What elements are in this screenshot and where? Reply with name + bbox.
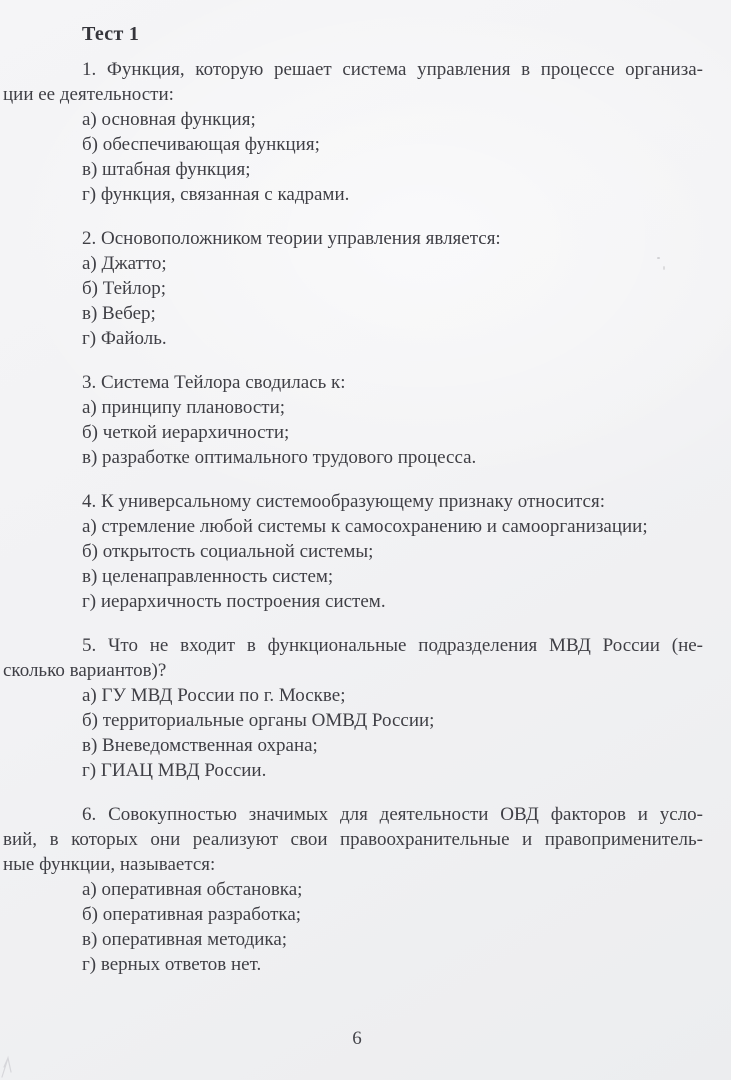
answer-option-a: а) Джатто; (82, 253, 167, 274)
answer-option-a: а) принципу плановости; (82, 397, 286, 418)
question-text-line: 5. Что не входит в функциональные подразделения МВД России (не- (82, 635, 703, 656)
question-3 (3, 370, 703, 470)
answer-option-v: в) штабная функция; (82, 159, 251, 180)
answer-option-a: а) ГУ МВД России по г. Москве; (82, 685, 346, 706)
page-number: 6 (352, 1028, 362, 1049)
answer-option-a: а) основная функция; (82, 109, 256, 130)
question-5 (3, 633, 703, 783)
answer-option-a: а) стремление любой системы к самосохранению и самоорганизации; (82, 516, 648, 537)
ink-speck (657, 257, 660, 259)
answer-option-b: б) Тейлор; (82, 278, 166, 299)
answer-option-b: б) открытость социальной системы; (82, 541, 374, 562)
answer-option-a: а) оперативная обстановка; (82, 879, 303, 900)
answer-option-v: в) Вневедомственная охрана; (82, 735, 318, 756)
question-text-line: 4. К универсальному системообразующему признаку относится: (82, 491, 606, 512)
answer-option-g: г) ГИАЦ МВД России. (82, 760, 267, 781)
question-text-line: ции ее деятельности: (3, 84, 174, 105)
question-text-line: 6. Совокупностью значимых для деятельности ОВД факторов и усло- (82, 804, 703, 825)
question-text-line: сколько вариантов)? (3, 660, 167, 681)
answer-option-b: б) обеспечивающая функция; (82, 134, 320, 155)
question-text-line: 2. Основоположником теории управления является: (82, 228, 501, 249)
answer-option-v: в) Вебер; (82, 303, 156, 324)
answer-option-v: в) разработке оптимального трудового процесса. (82, 447, 477, 468)
question-2 (3, 226, 703, 351)
answer-option-v: в) целенаправленность систем; (82, 566, 334, 587)
question-text-line: вий, в которых они реализуют свои правоохранительные и правоприменитель- (3, 829, 703, 850)
answer-option-g: г) функция, связанная с кадрами. (82, 184, 350, 205)
pencil-mark (1, 1055, 19, 1079)
answer-option-b: б) четкой иерархичности; (82, 422, 290, 443)
answer-option-g: г) Файоль. (82, 328, 167, 349)
answer-option-g: г) иерархичность построения систем. (82, 591, 386, 612)
answer-option-b: б) оперативная разработка; (82, 904, 302, 925)
answer-option-v: в) оперативная методика; (82, 929, 288, 950)
ink-speck (663, 266, 665, 270)
question-1 (3, 57, 703, 207)
answer-option-b: б) территориальные органы ОМВД России; (82, 710, 435, 731)
question-4 (3, 489, 703, 614)
question-text-line: 1. Функция, которую решает система управления в процессе организа- (82, 59, 703, 80)
test-title: Тест 1 (82, 23, 140, 45)
question-text-line: 3. Система Тейлора сводилась к: (82, 372, 346, 393)
question-6 (3, 802, 703, 977)
answer-option-g: г) верных ответов нет. (82, 954, 262, 975)
question-text-line: ные функции, называется: (3, 854, 216, 875)
